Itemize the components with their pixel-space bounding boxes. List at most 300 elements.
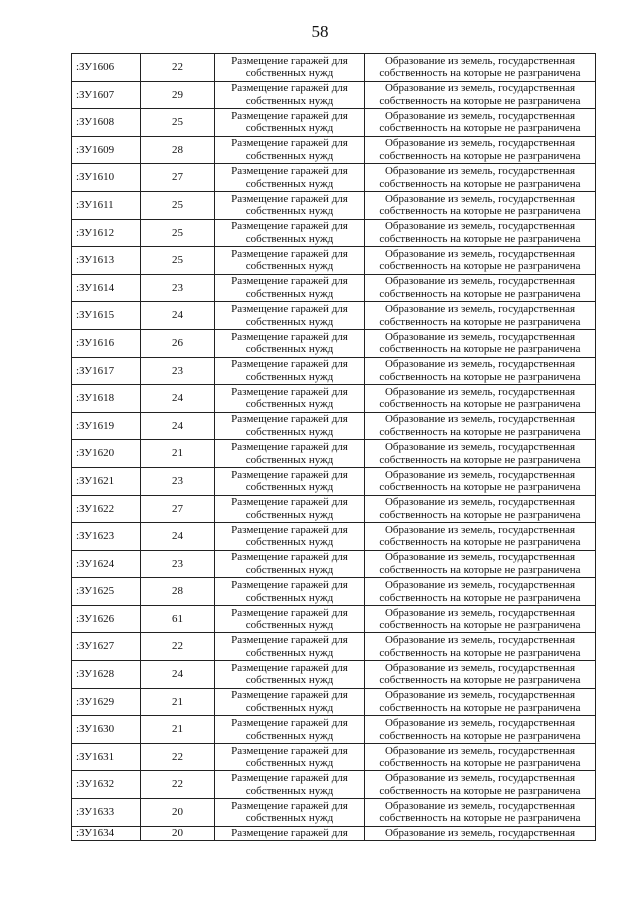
parcel-id-cell-text: :ЗУ1634	[76, 826, 115, 839]
formation-basis-cell-text: Образование из земель, государственная	[384, 799, 576, 812]
permitted-use-cell-text: собственных нужд	[245, 426, 334, 439]
permitted-use-cell	[215, 109, 365, 137]
permitted-use-cell-text: Размещение гаражей для	[231, 551, 348, 564]
formation-basis-cell-text: собственность на которые не разграничена	[379, 260, 581, 273]
permitted-use-cell	[215, 578, 365, 606]
parcel-area-cell-text: 21	[172, 723, 183, 736]
permitted-use-cell-text: Размещение гаражей для	[231, 385, 348, 398]
permitted-use-cell-text: собственных нужд	[245, 398, 334, 411]
formation-basis-cell	[365, 191, 596, 219]
parcel-id-cell-text: :ЗУ1613	[76, 254, 115, 267]
parcel-area-cell	[141, 495, 215, 523]
formation-basis-cell-text: Образование из земель, государственная	[384, 220, 576, 233]
permitted-use-cell-text: Размещение гаражей для	[231, 468, 348, 481]
parcel-area-cell	[141, 219, 215, 247]
formation-basis-cell	[365, 799, 596, 827]
parcel-id-cell	[72, 219, 141, 247]
parcel-area-cell	[141, 302, 215, 330]
table-row	[72, 716, 596, 744]
permitted-use-cell-text: Размещение гаражей для	[231, 82, 348, 95]
parcel-area-cell	[141, 274, 215, 302]
formation-basis-cell-text: Образование из земель, государственная	[384, 772, 576, 785]
permitted-use-cell-text: собственных нужд	[245, 260, 334, 273]
parcel-area-cell	[141, 578, 215, 606]
formation-basis-cell-text: собственность на которые не разграничена	[379, 481, 581, 494]
permitted-use-cell	[215, 219, 365, 247]
table-row	[72, 799, 596, 827]
table-row	[72, 578, 596, 606]
formation-basis-cell-text: собственность на которые не разграничена	[379, 343, 581, 356]
permitted-use-cell-text: собственных нужд	[245, 591, 334, 604]
parcel-area-cell	[141, 550, 215, 578]
formation-basis-cell-text: собственность на которые не разграничена	[379, 646, 581, 659]
parcel-area-cell	[141, 54, 215, 82]
permitted-use-cell-text: собственных нужд	[245, 701, 334, 714]
parcels-table	[71, 53, 596, 841]
permitted-use-cell	[215, 633, 365, 661]
permitted-use-cell-text: Размещение гаражей для	[231, 523, 348, 536]
permitted-use-cell-text: Размещение гаражей для	[231, 634, 348, 647]
permitted-use-cell-text: Размещение гаражей для	[231, 358, 348, 371]
parcel-area-cell-text: 21	[172, 447, 183, 460]
parcel-area-cell-text: 23	[172, 281, 183, 294]
formation-basis-cell	[365, 523, 596, 551]
parcel-id-cell	[72, 385, 141, 413]
parcel-area-cell-text: 24	[172, 530, 183, 543]
table-row	[72, 771, 596, 799]
formation-basis-cell-text: Образование из земель, государственная	[384, 330, 576, 343]
parcel-area-cell	[141, 385, 215, 413]
formation-basis-cell-text: собственность на которые не разграничена	[379, 426, 581, 439]
parcel-area-cell-text: 28	[172, 143, 183, 156]
formation-basis-cell	[365, 550, 596, 578]
parcel-area-cell	[141, 688, 215, 716]
formation-basis-cell-text: Образование из земель, государственная	[384, 165, 576, 178]
table-row	[72, 743, 596, 771]
formation-basis-cell	[365, 633, 596, 661]
formation-basis-cell-text: Образование из земель, государственная	[384, 496, 576, 509]
parcel-area-cell-text: 27	[172, 171, 183, 184]
permitted-use-cell-text: собственных нужд	[245, 288, 334, 301]
formation-basis-cell-text: Образование из земель, государственная	[384, 441, 576, 454]
table-row	[72, 385, 596, 413]
permitted-use-cell-text: собственных нужд	[245, 122, 334, 135]
parcel-id-cell-text: :ЗУ1620	[76, 447, 115, 460]
permitted-use-cell	[215, 385, 365, 413]
table-row	[72, 605, 596, 633]
formation-basis-cell-text: собственность на которые не разграничена	[379, 674, 581, 687]
permitted-use-cell-text: Размещение гаражей для	[231, 496, 348, 509]
table-row	[72, 274, 596, 302]
permitted-use-cell	[215, 743, 365, 771]
permitted-use-cell-text: Размещение гаражей для	[231, 413, 348, 426]
formation-basis-cell-text: собственность на которые не разграничена	[379, 784, 581, 797]
formation-basis-cell	[365, 440, 596, 468]
parcel-id-cell	[72, 633, 141, 661]
parcel-area-cell	[141, 164, 215, 192]
formation-basis-cell	[365, 743, 596, 771]
page-number: 58	[311, 22, 329, 41]
permitted-use-cell-text: Размещение гаражей для	[231, 799, 348, 812]
formation-basis-cell-text: Образование из земель, государственная	[384, 468, 576, 481]
parcel-area-cell-text: 22	[172, 750, 183, 763]
formation-basis-cell	[365, 164, 596, 192]
permitted-use-cell-text: собственных нужд	[245, 646, 334, 659]
parcel-area-cell	[141, 661, 215, 689]
permitted-use-cell-text: собственных нужд	[245, 536, 334, 549]
parcel-area-cell-text: 20	[172, 826, 183, 839]
permitted-use-cell	[215, 716, 365, 744]
parcel-id-cell	[72, 716, 141, 744]
permitted-use-cell-text: собственных нужд	[245, 729, 334, 742]
parcel-id-cell-text: :ЗУ1608	[76, 116, 115, 129]
formation-basis-cell	[365, 495, 596, 523]
parcel-id-cell-text: :ЗУ1625	[76, 585, 115, 598]
table-row	[72, 633, 596, 661]
parcel-id-cell-text: :ЗУ1615	[76, 309, 115, 322]
permitted-use-cell-text: Размещение гаражей для	[231, 137, 348, 150]
formation-basis-cell-text: собственность на которые не разграничена	[379, 729, 581, 742]
formation-basis-cell-text: Образование из земель, государственная	[384, 689, 576, 702]
formation-basis-cell-text: собственность на которые не разграничена	[379, 701, 581, 714]
formation-basis-cell-text: Образование из земель, государственная	[384, 413, 576, 426]
parcel-area-cell-text: 28	[172, 585, 183, 598]
parcel-id-cell-text: :ЗУ1614	[76, 281, 115, 294]
parcel-area-cell-text: 24	[172, 419, 183, 432]
parcel-id-cell-text: :ЗУ1621	[76, 474, 115, 487]
permitted-use-cell-text: Размещение гаражей для	[231, 220, 348, 233]
formation-basis-cell	[365, 219, 596, 247]
table-row	[72, 523, 596, 551]
parcel-id-cell	[72, 136, 141, 164]
permitted-use-cell	[215, 440, 365, 468]
parcel-id-cell-text: :ЗУ1623	[76, 530, 115, 543]
formation-basis-cell-text: собственность на которые не разграничена	[379, 812, 581, 825]
parcel-id-cell-text: :ЗУ1624	[76, 557, 115, 570]
parcel-id-cell-text: :ЗУ1610	[76, 171, 115, 184]
permitted-use-cell	[215, 191, 365, 219]
parcel-id-cell-text: :ЗУ1626	[76, 612, 115, 625]
permitted-use-cell-text: собственных нужд	[245, 232, 334, 245]
permitted-use-cell-text: Размещение гаражей для	[231, 303, 348, 316]
parcel-area-cell-text: 24	[172, 309, 183, 322]
permitted-use-cell-text: собственных нужд	[245, 619, 334, 632]
formation-basis-cell-text: Образование из земель, государственная	[384, 247, 576, 260]
parcel-id-cell-text: :ЗУ1630	[76, 723, 115, 736]
permitted-use-cell	[215, 357, 365, 385]
permitted-use-cell	[215, 136, 365, 164]
parcel-id-cell	[72, 109, 141, 137]
parcel-area-cell	[141, 743, 215, 771]
parcel-area-cell-text: 26	[172, 336, 183, 349]
parcel-area-cell	[141, 191, 215, 219]
formation-basis-cell-text: Образование из земель, государственная	[384, 54, 576, 67]
parcel-area-cell	[141, 799, 215, 827]
permitted-use-cell-text: Размещение гаражей для	[231, 54, 348, 67]
parcel-id-cell	[72, 191, 141, 219]
permitted-use-cell	[215, 54, 365, 82]
formation-basis-cell-text: собственность на которые не разграничена	[379, 315, 581, 328]
permitted-use-cell-text: собственных нужд	[245, 784, 334, 797]
formation-basis-cell-text: собственность на которые не разграничена	[379, 508, 581, 521]
permitted-use-cell-text: собственных нужд	[245, 757, 334, 770]
table-row	[72, 329, 596, 357]
formation-basis-cell	[365, 54, 596, 82]
permitted-use-cell-text: Размещение гаражей для	[231, 247, 348, 260]
table-row	[72, 164, 596, 192]
parcel-area-cell	[141, 81, 215, 109]
parcel-id-cell	[72, 302, 141, 330]
formation-basis-cell-text: собственность на которые не разграничена	[379, 122, 581, 135]
formation-basis-cell	[365, 688, 596, 716]
permitted-use-cell-text: собственных нужд	[245, 453, 334, 466]
formation-basis-cell-text: Образование из земель, государственная	[384, 826, 576, 839]
parcel-id-cell-text: :ЗУ1631	[76, 750, 115, 763]
parcel-id-cell-text: :ЗУ1627	[76, 640, 115, 653]
permitted-use-cell-text: Размещение гаражей для	[231, 716, 348, 729]
permitted-use-cell	[215, 164, 365, 192]
table-row	[72, 688, 596, 716]
formation-basis-cell	[365, 771, 596, 799]
parcel-area-cell-text: 23	[172, 557, 183, 570]
formation-basis-cell	[365, 302, 596, 330]
parcel-id-cell-text: :ЗУ1632	[76, 778, 115, 791]
permitted-use-cell	[215, 274, 365, 302]
parcel-id-cell	[72, 440, 141, 468]
parcel-id-cell	[72, 743, 141, 771]
formation-basis-cell-text: собственность на которые не разграничена	[379, 536, 581, 549]
permitted-use-cell	[215, 467, 365, 495]
parcel-id-cell	[72, 826, 141, 840]
formation-basis-cell-text: собственность на которые не разграничена	[379, 563, 581, 576]
parcel-id-cell	[72, 495, 141, 523]
permitted-use-cell-text: Размещение гаражей для	[231, 192, 348, 205]
formation-basis-cell-text: Образование из земель, государственная	[384, 523, 576, 536]
parcel-id-cell	[72, 550, 141, 578]
table-row	[72, 247, 596, 275]
parcel-area-cell	[141, 329, 215, 357]
parcel-area-cell	[141, 412, 215, 440]
permitted-use-cell-text: Размещение гаражей для	[231, 441, 348, 454]
formation-basis-cell-text: Образование из земель, государственная	[384, 358, 576, 371]
formation-basis-cell-text: Образование из земель, государственная	[384, 716, 576, 729]
parcel-id-cell-text: :ЗУ1633	[76, 806, 115, 819]
formation-basis-cell-text: собственность на которые не разграничена	[379, 591, 581, 604]
parcel-area-cell-text: 24	[172, 668, 183, 681]
parcel-id-cell	[72, 412, 141, 440]
permitted-use-cell	[215, 302, 365, 330]
table-row	[72, 219, 596, 247]
parcel-id-cell	[72, 274, 141, 302]
permitted-use-cell-text: собственных нужд	[245, 370, 334, 383]
parcel-id-cell-text: :ЗУ1616	[76, 336, 115, 349]
parcel-id-cell-text: :ЗУ1611	[76, 198, 114, 211]
formation-basis-cell-text: Образование из земель, государственная	[384, 661, 576, 674]
parcel-area-cell	[141, 523, 215, 551]
parcel-id-cell	[72, 688, 141, 716]
formation-basis-cell-text: Образование из земель, государственная	[384, 551, 576, 564]
formation-basis-cell	[365, 661, 596, 689]
formation-basis-cell	[365, 109, 596, 137]
formation-basis-cell-text: собственность на которые не разграничена	[379, 288, 581, 301]
permitted-use-cell-text: собственных нужд	[245, 563, 334, 576]
permitted-use-cell-text: Размещение гаражей для	[231, 689, 348, 702]
formation-basis-cell-text: Образование из земель, государственная	[384, 634, 576, 647]
formation-basis-cell-text: Образование из земель, государственная	[384, 109, 576, 122]
formation-basis-cell	[365, 136, 596, 164]
parcel-id-cell-text: :ЗУ1607	[76, 88, 115, 101]
permitted-use-cell-text: Размещение гаражей для	[231, 275, 348, 288]
permitted-use-cell-text: Размещение гаражей для	[231, 744, 348, 757]
formation-basis-cell	[365, 329, 596, 357]
permitted-use-cell-text: собственных нужд	[245, 150, 334, 163]
formation-basis-cell	[365, 826, 596, 840]
parcel-area-cell-text: 22	[172, 61, 183, 73]
formation-basis-cell-text: собственность на которые не разграничена	[379, 398, 581, 411]
parcel-area-cell-text: 25	[172, 254, 183, 267]
parcel-id-cell	[72, 81, 141, 109]
permitted-use-cell-text: Размещение гаражей для	[231, 165, 348, 178]
parcel-id-cell-text: :ЗУ1618	[76, 392, 115, 405]
parcel-area-cell-text: 23	[172, 364, 183, 377]
permitted-use-cell	[215, 81, 365, 109]
formation-basis-cell-text: собственность на которые не разграничена	[379, 757, 581, 770]
formation-basis-cell-text: собственность на которые не разграничена	[379, 619, 581, 632]
parcel-id-cell	[72, 54, 141, 82]
table-row	[72, 81, 596, 109]
parcel-area-cell	[141, 826, 215, 840]
table-row	[72, 826, 596, 840]
formation-basis-cell-text: собственность на которые не разграничена	[379, 67, 581, 80]
parcel-id-cell	[72, 578, 141, 606]
formation-basis-cell	[365, 605, 596, 633]
permitted-use-cell-text: собственных нужд	[245, 205, 334, 218]
formation-basis-cell-text: Образование из земель, государственная	[384, 137, 576, 150]
permitted-use-cell-text: собственных нужд	[245, 315, 334, 328]
permitted-use-cell-text: Размещение гаражей для	[231, 330, 348, 343]
table-row	[72, 357, 596, 385]
parcel-id-cell-text: :ЗУ1622	[76, 502, 115, 515]
parcel-area-cell-text: 29	[172, 88, 183, 101]
formation-basis-cell-text: Образование из земель, государственная	[384, 744, 576, 757]
parcel-id-cell	[72, 661, 141, 689]
parcel-area-cell-text: 27	[172, 502, 183, 515]
formation-basis-cell-text: Образование из земель, государственная	[384, 275, 576, 288]
formation-basis-cell-text: собственность на которые не разграничена	[379, 177, 581, 190]
formation-basis-cell-text: собственность на которые не разграничена	[379, 205, 581, 218]
parcel-id-cell	[72, 164, 141, 192]
parcel-area-cell-text: 25	[172, 226, 183, 239]
parcel-id-cell	[72, 523, 141, 551]
formation-basis-cell-text: Образование из земель, государственная	[384, 606, 576, 619]
permitted-use-cell-text: собственных нужд	[245, 67, 334, 80]
permitted-use-cell-text: Размещение гаражей для	[231, 826, 348, 839]
parcels-table-body	[72, 54, 596, 841]
parcel-area-cell-text: 22	[172, 778, 183, 791]
parcel-area-cell-text: 61	[172, 612, 183, 625]
parcel-area-cell-text: 23	[172, 474, 183, 487]
parcel-id-cell	[72, 247, 141, 275]
table-row	[72, 109, 596, 137]
parcel-id-cell	[72, 605, 141, 633]
parcel-area-cell-text: 25	[172, 116, 183, 129]
parcel-area-cell-text: 20	[172, 806, 183, 819]
formation-basis-cell-text: Образование из земель, государственная	[384, 578, 576, 591]
permitted-use-cell	[215, 247, 365, 275]
permitted-use-cell-text: собственных нужд	[245, 177, 334, 190]
table-row	[72, 467, 596, 495]
permitted-use-cell	[215, 495, 365, 523]
permitted-use-cell-text: Размещение гаражей для	[231, 772, 348, 785]
parcel-id-cell-text: :ЗУ1612	[76, 226, 115, 239]
formation-basis-cell-text: собственность на которые не разграничена	[379, 453, 581, 466]
table-row	[72, 54, 596, 82]
table-row	[72, 302, 596, 330]
parcel-area-cell	[141, 136, 215, 164]
formation-basis-cell-text: собственность на которые не разграничена	[379, 232, 581, 245]
parcel-area-cell-text: 21	[172, 695, 183, 708]
formation-basis-cell	[365, 274, 596, 302]
formation-basis-cell	[365, 716, 596, 744]
table-row	[72, 191, 596, 219]
parcel-area-cell	[141, 109, 215, 137]
permitted-use-cell	[215, 771, 365, 799]
parcel-id-cell-text: :ЗУ1617	[76, 364, 115, 377]
permitted-use-cell	[215, 688, 365, 716]
formation-basis-cell	[365, 412, 596, 440]
permitted-use-cell	[215, 799, 365, 827]
permitted-use-cell	[215, 412, 365, 440]
parcel-area-cell-text: 25	[172, 198, 183, 211]
table-row	[72, 440, 596, 468]
parcel-area-cell	[141, 633, 215, 661]
permitted-use-cell-text: собственных нужд	[245, 94, 334, 107]
permitted-use-cell	[215, 550, 365, 578]
permitted-use-cell-text: собственных нужд	[245, 508, 334, 521]
formation-basis-cell	[365, 385, 596, 413]
permitted-use-cell-text: собственных нужд	[245, 812, 334, 825]
permitted-use-cell-text: Размещение гаражей для	[231, 606, 348, 619]
formation-basis-cell-text: собственность на которые не разграничена	[379, 370, 581, 383]
table-row	[72, 495, 596, 523]
parcel-id-cell-text: :ЗУ1609	[76, 143, 115, 156]
permitted-use-cell	[215, 826, 365, 840]
parcel-area-cell	[141, 357, 215, 385]
parcel-area-cell	[141, 771, 215, 799]
table-row	[72, 661, 596, 689]
permitted-use-cell-text: собственных нужд	[245, 343, 334, 356]
parcel-area-cell-text: 22	[172, 640, 183, 653]
table-row	[72, 136, 596, 164]
formation-basis-cell-text: Образование из земель, государственная	[384, 385, 576, 398]
parcel-area-cell	[141, 440, 215, 468]
formation-basis-cell	[365, 578, 596, 606]
parcel-area-cell	[141, 716, 215, 744]
parcel-area-cell	[141, 605, 215, 633]
formation-basis-cell	[365, 357, 596, 385]
formation-basis-cell	[365, 467, 596, 495]
formation-basis-cell	[365, 81, 596, 109]
parcel-id-cell-text: :ЗУ1629	[76, 695, 115, 708]
permitted-use-cell	[215, 605, 365, 633]
parcel-id-cell	[72, 799, 141, 827]
permitted-use-cell	[215, 329, 365, 357]
parcel-id-cell-text: :ЗУ1619	[76, 419, 115, 432]
parcel-id-cell	[72, 467, 141, 495]
parcel-id-cell	[72, 329, 141, 357]
formation-basis-cell-text: собственность на которые не разграничена	[379, 150, 581, 163]
parcel-id-cell-text: :ЗУ1628	[76, 668, 115, 681]
